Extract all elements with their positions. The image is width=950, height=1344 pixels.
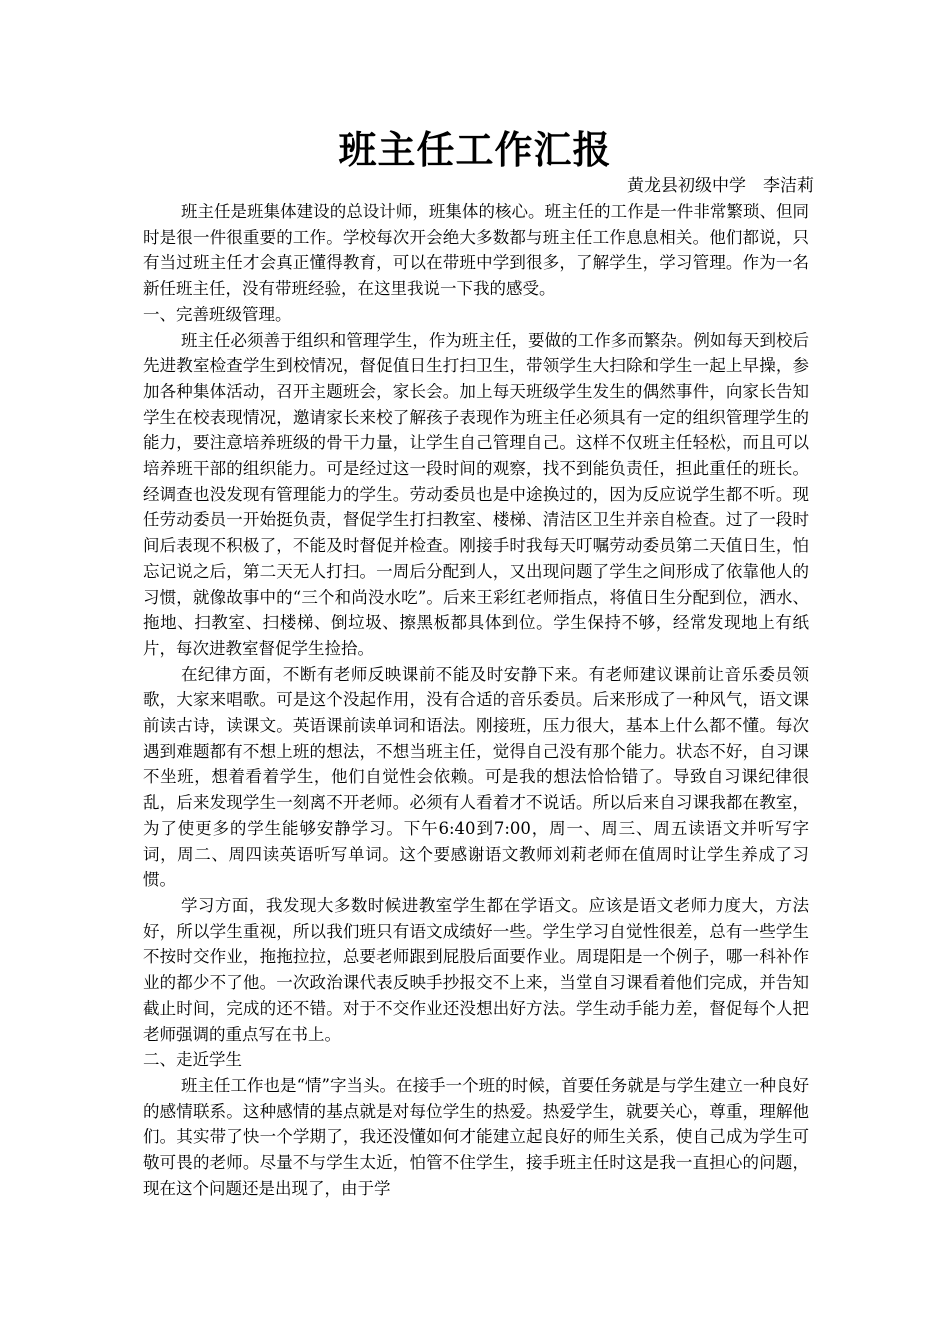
paragraph: 班主任必须善于组织和管理学生，作为班主任，要做的工作多而繁杂。例如每天到校后先进教室检查学生到校情况，督促值日生打扫卫生，带领学生大扫除和学生一起上早操，参加各种集体活动，召开主题班会，家长会。加上每天班级学生发生的偶然事件，向家长告知学生在校表现情况，邀请家长来校了解孩子表现作为班主任必须具有一定的组织管理学生的能力，要注意培养班级的骨干力量，让学生自己管理自己。这样不仅班主任轻松，而且可以培养班干部的组织能力。可是经过这一段时间的观察，找不到能负责任，担此重任的班长。经调查也没发现有管理能力的学生。劳动委员也是中途换过的，因为反应说学生都不听。现任劳动委员一开始挺负责，督促学生打扫教室、楼梯、清洁区卫生并亲自检查。过了一段时间后表现不积极了，不能及时督促并检查。刚接手时我每天叮嘱劳动委员第二天值日生，怕忘记说之后，第二天无人打扫。一周后分配到人，又出现问题了学生之间形成了依靠他人的习惯，就像故事中的“三个和尚没水吃”。后来王彩红老师指点，将值日生分配到位，洒水、拖地、扫教室、扫楼梯、倒垃圾、擦黑板都具体到位。学生保持不够，经常发现地上有纸片，每次进教室督促学生捡拾。 bbox=[143, 330, 809, 658]
paragraph: 班主任工作也是“情”字当头。在接手一个班的时候，首要任务就是与学生建立一种良好的感情联系。这种感情的基点就是对每位学生的热爱。热爱学生，就要关心，尊重，理解他们。其实带了快一个学期了，我还没懂如何才能建立起良好的师生关系，使自己成为学生可敬可畏的老师。尽量不与学生太近，怕管不住学生，接手班主任时这是我一直担心的问题，现在这个问题还是出现了，由于学 bbox=[143, 1075, 809, 1198]
author-line: 黄龙县初级中学 李洁莉 bbox=[627, 176, 814, 196]
paragraph: 班主任是班集体建设的总设计师，班集体的核心。班主任的工作是一件非常繁琐、但同时是很一件很重要的工作。学校每次开会绝大多数都与班主任工作息息相关。他们都说，只有当过班主任才会真正懂得教育，可以在带班中学到很多，了解学生，学习管理。作为一名新任班主任，没有带班经验，在这里我说一下我的感受。 bbox=[143, 202, 809, 299]
document-body bbox=[143, 199, 809, 1201]
paragraph: 在纪律方面，不断有老师反映课前不能及时安静下来。有老师建议课前让音乐委员领歌，大家来唱歌。可是这个没起作用，没有合适的音乐委员。后来形成了一种风气，语文课前读古诗，读课文。英语课前读单词和语法。刚接班，压力很大，基本上什么都不懂。每次遇到难题都有不想上班的想法，不想当班主任，觉得自己没有那个能力。状态不好，自习课不坐班，想着看着学生，他们自觉性会依赖。可是我的想法恰恰错了。导致自习课纪律很乱，后来发现学生一刻离不开老师。必须有人看着才不说话。所以后来自习课我都在教室，为了使更多的学生能够安静学习。下午6:40到7:00，周一、周三、周五读语文并听写字词，周二、周四读英语听写单词。这个要感谢语文教师刘莉老师在值周时让学生养成了习惯。 bbox=[143, 664, 809, 890]
section-heading: 二、走近学生 bbox=[143, 1050, 242, 1070]
section-heading: 一、完善班级管理。 bbox=[143, 304, 292, 324]
paragraph: 学习方面，我发现大多数时候进教室学生都在学语文。应该是语文老师力度大，方法好，所以学生重视，所以我们班只有语文成绩好一些。学生学习自觉性很差，总有一些学生不按时交作业，拖拖拉拉，总要老师跟到屁股后面要作业。周瑅阳是一个例子，哪一科补作业的都少不了他。一次政治课代表反映手抄报交不上来，当堂自习课看着他们完成，并告知截止时间，完成的还不错。对于不交作业还没想出好方法。学生动手能力差，督促每个人把老师强调的重点写在书上。 bbox=[143, 895, 809, 1044]
document-title: 班主任工作汇报 bbox=[338, 127, 612, 172]
